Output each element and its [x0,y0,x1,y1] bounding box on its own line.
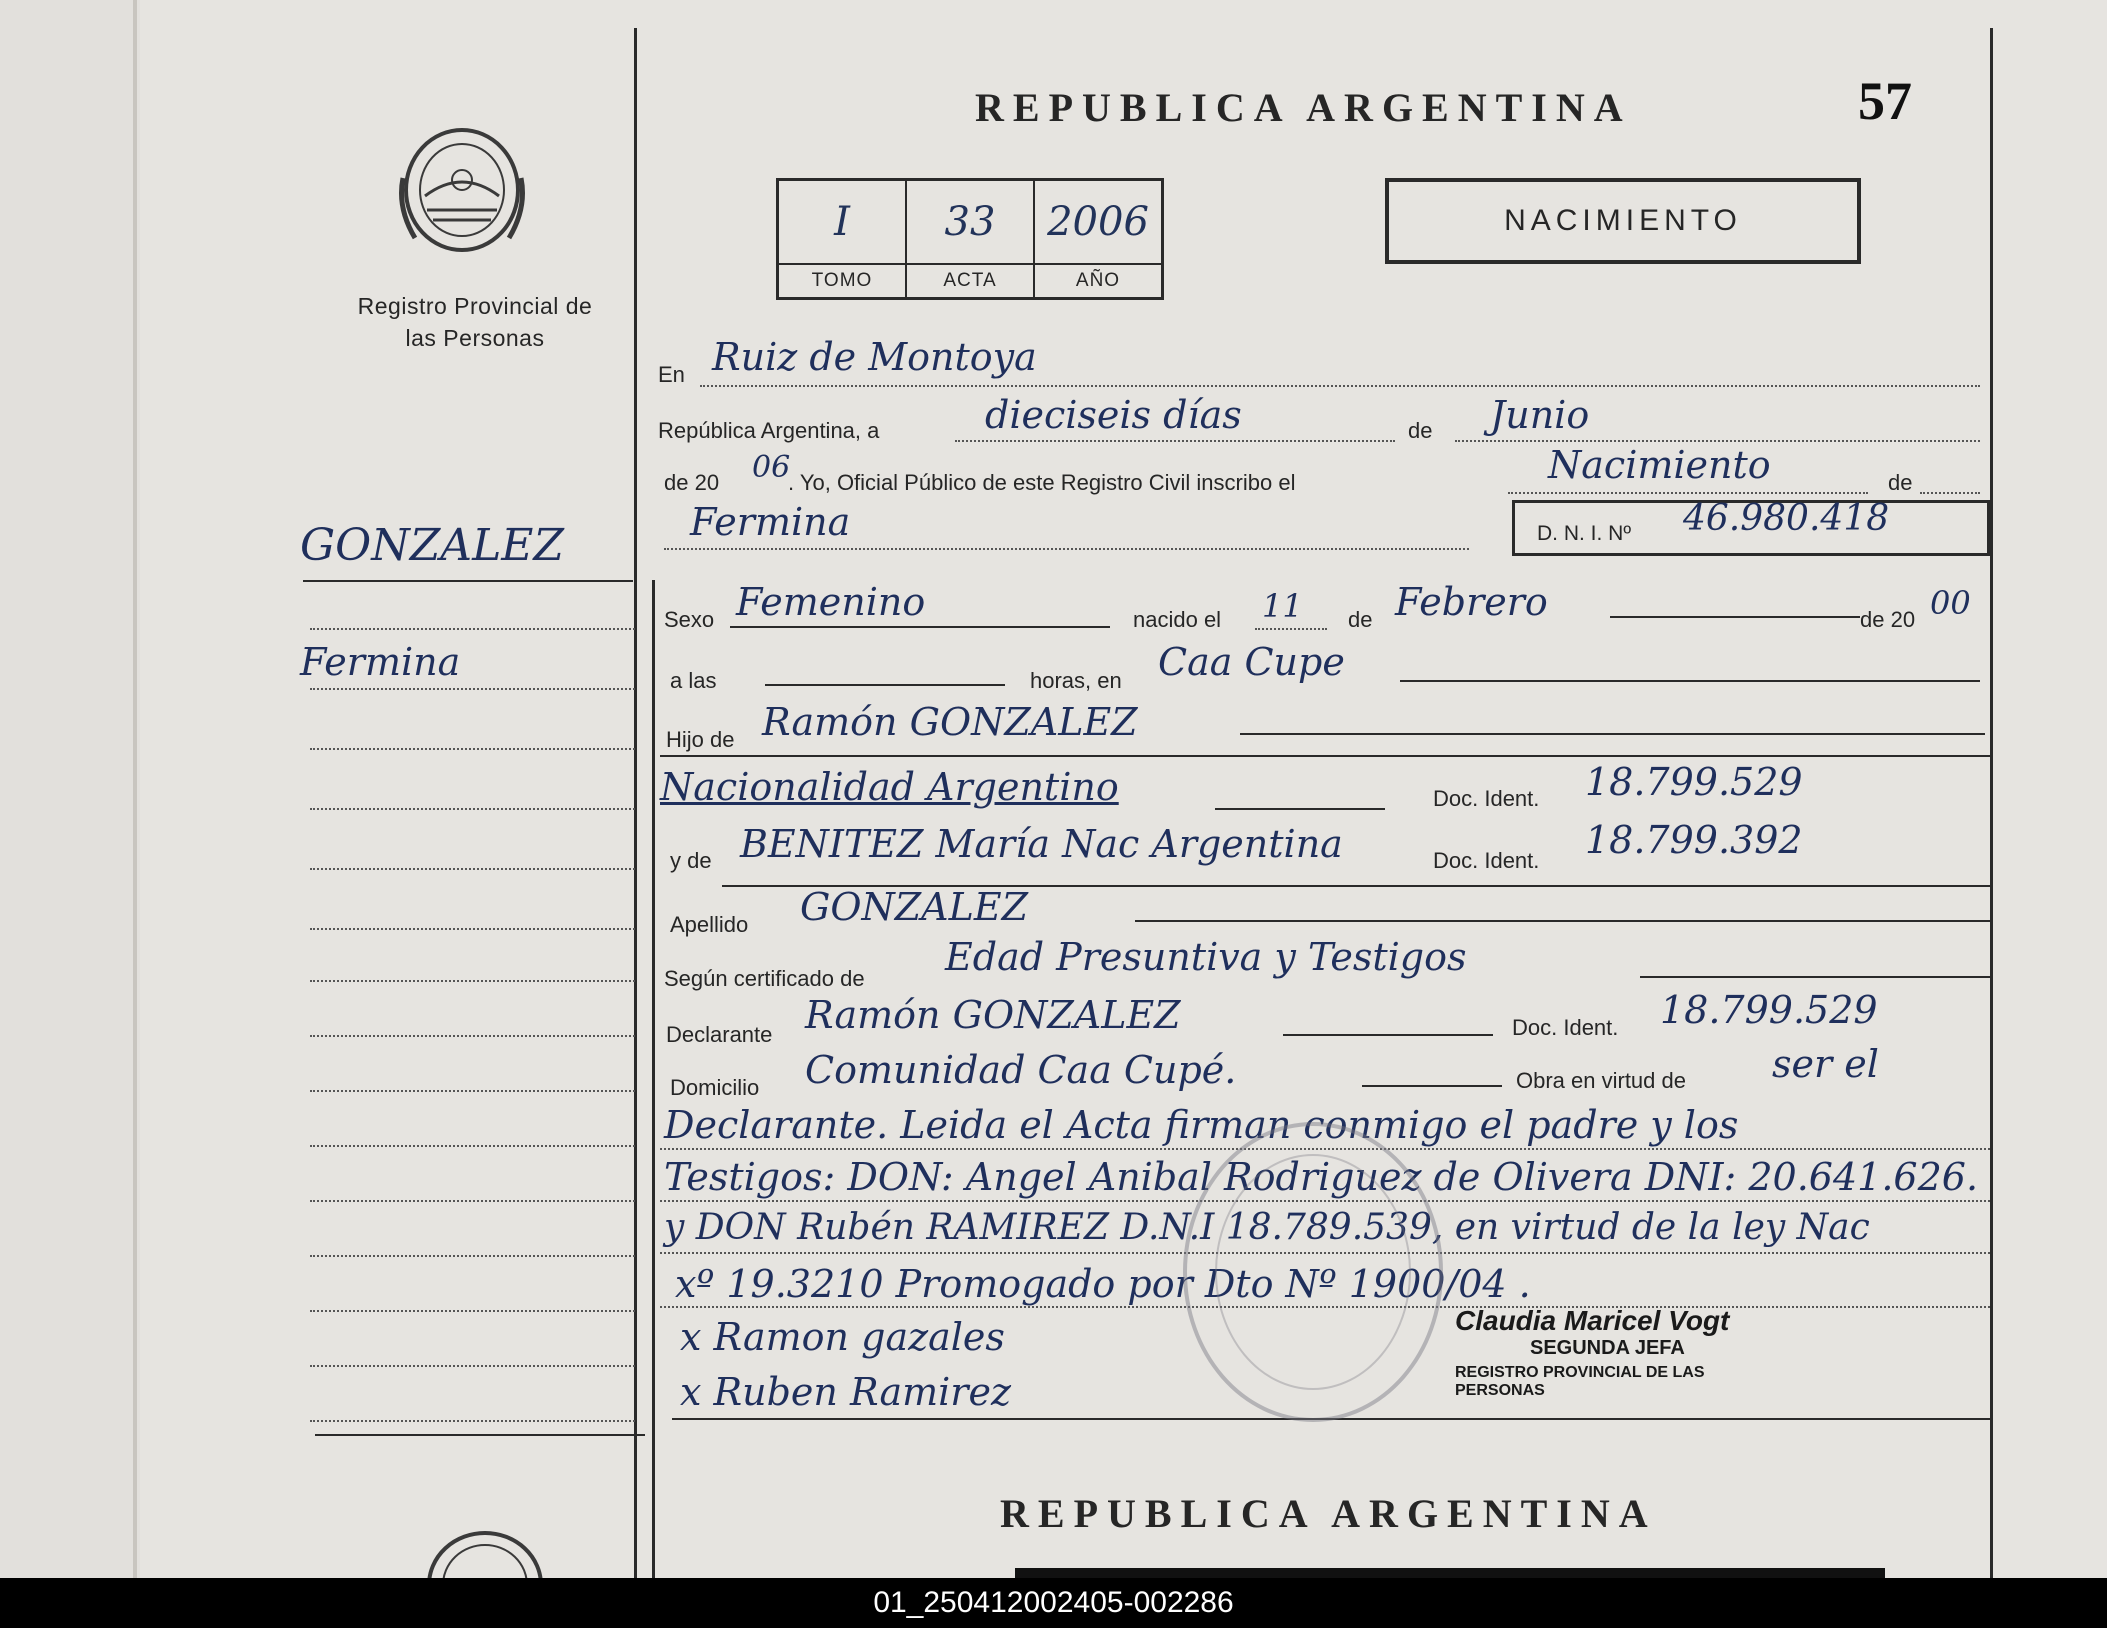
margin-line [310,628,635,630]
child-name-value: Fermina [690,500,851,544]
month-line [1455,440,1980,442]
margin-line [310,928,635,930]
tomo-label: TOMO [778,264,907,299]
horas-label: horas, en [1030,668,1122,693]
column-divider [634,28,637,1578]
child-name-line [664,548,1469,550]
country-title-bottom: REPUBLICA ARGENTINA [1000,1491,1657,1536]
day-line [955,440,1395,442]
misiones-seal-bottom-icon [418,1525,553,1580]
margin-line [310,1255,635,1257]
signature-witness: x Ruben Ramirez [680,1370,1011,1414]
margin-line [310,1090,635,1092]
dotted-line [1920,492,1980,494]
declarante-doc-label: Doc. Ident. [1512,1015,1619,1040]
certificate-value: Edad Presuntiva y Testigos [945,935,1467,979]
anio-label: AÑO [1034,264,1163,299]
margin-line [310,1145,635,1147]
margin-surname: GONZALEZ [300,520,564,571]
de-label: de [1408,418,1433,443]
bottom-rule [1015,1568,1885,1578]
en-label: En [658,362,685,387]
y-de-label: y de [670,848,712,873]
anio-value: 2006 [1034,180,1163,265]
father-line [1240,733,1985,735]
margin-line [310,1310,635,1312]
margin-given-name: Fermina [300,640,461,684]
apellido-line [1135,920,1990,922]
inscription-type-value: Nacimiento [1548,443,1771,487]
de-label-2: de [1888,470,1913,495]
declarante-label: Declarante [666,1022,773,1047]
acta-value: 33 [906,180,1034,265]
declarante-doc-value: 18.799.529 [1660,988,1878,1032]
birth-month-line [1610,616,1860,618]
de20-label-2: de 20 [1860,607,1916,632]
birth-year-suffix-value: 00 [1930,584,1971,622]
father-value: Ramón GONZALEZ [762,700,1138,744]
continuation-line-4: xº 19.3210 Promogado por Dto Nº 1900/04 . [675,1262,1531,1306]
margin-line [310,748,635,750]
day-words-value: dieciseis días [985,393,1242,437]
domicilio-label: Domicilio [670,1075,760,1100]
sexo-value: Femenino [736,580,926,624]
dotted-line [1255,628,1327,630]
birth-place-line [1400,680,1980,682]
a-las-label: a las [670,668,717,693]
domicilio-value: Comunidad Caa Cupé. [805,1048,1237,1092]
declarante-line [1283,1034,1493,1036]
dni-label: D. N. I. Nº [1537,522,1632,545]
margin-surname-underline [303,580,633,582]
adjacent-page-strip [0,0,140,1578]
sexo-line [730,626,1110,628]
sexo-label: Sexo [664,607,715,632]
signature-father: x Ramon gazales [680,1315,1005,1359]
father-doc-value: 18.799.529 [1585,760,1803,804]
margin-line [310,1365,635,1367]
page-fold [133,0,137,1578]
obra-value: ser el [1772,1042,1879,1086]
continuation-line-2: Testigos: DON: Angel Anibal Rodriguez de Olivera DNI: 20.641.626. [664,1155,1979,1199]
nacido-label: nacido el [1133,607,1222,632]
page-number: 57 [1858,71,1912,131]
declarante-value: Ramón GONZALEZ [805,993,1181,1037]
dni-value: 46.980.418 [1683,498,1890,539]
domicilio-line [1362,1085,1502,1087]
margin-line [310,688,635,690]
registry-name: Registro Provincial de las Personas [357,293,593,351]
margin-line [310,1200,635,1202]
month-value: Junio [1490,393,1590,437]
image-caption: 01_250412002405-002286 [0,1578,2107,1628]
republica-label: República Argentina, a [658,418,880,443]
official-signature-block [1455,1305,1795,1400]
continuation-line-1: Declarante. Leida el Acta firman conmigo el padre y los [664,1103,1739,1147]
de-label-3: de [1348,607,1373,632]
record-id-table [776,178,1164,300]
acta-label: ACTA [906,264,1034,299]
de20-label: de 20 [664,470,720,495]
continuation-line-3: y DON Rubén RAMIREZ D.N.I 18.789.539, en virtud de la ley Nac [664,1207,1870,1248]
segun-label: Según certificado de [664,966,865,991]
document-type-box: NACIMIENTO [1385,178,1861,264]
hijo-label: Hijo de [666,727,735,752]
nationality-line [1215,808,1385,810]
inscribo-label: . Yo, Oficial Público de este Registro Civil inscribo el [788,470,1296,495]
margin-line [310,868,635,870]
registry-stamp-icon [1183,1122,1443,1422]
mother-doc-label: Doc. Ident. [1433,848,1540,873]
birth-day-value: 11 [1262,587,1303,625]
margin-line [310,1035,635,1037]
official-role: SEGUNDA JEFA [1530,1337,1685,1359]
country-title: REPUBLICA ARGENTINA [975,85,1632,130]
column-divider-inner [652,580,655,1578]
birth-month-value: Febrero [1395,580,1548,624]
inscription-line [1508,492,1868,494]
birth-place-value: Caa Cupe [1158,640,1345,684]
obra-label: Obra en virtud de [1516,1068,1686,1093]
father-nationality-value: Nacionalidad Argentino [660,765,1119,809]
apellido-label: Apellido [670,912,749,937]
place-line [700,385,1980,387]
father-line-2 [660,755,1990,757]
margin-line [310,808,635,810]
mother-doc-value: 18.799.392 [1585,818,1803,862]
margin-end-line [315,1434,645,1436]
margin-line [310,1420,635,1422]
hour-line [765,684,1005,686]
right-border [1990,28,1993,1578]
certificate-line [1640,976,1990,978]
margin-line [310,980,635,982]
father-doc-label: Doc. Ident. [1433,786,1540,811]
official-organization: REGISTRO PROVINCIAL DE LAS PERSONAS [1455,1364,1705,1399]
mother-value: BENITEZ María Nac Argentina [740,822,1343,866]
place-value: Ruiz de Montoya [712,335,1037,379]
official-name: Claudia Maricel Vogt [1455,1305,1730,1336]
apellido-value: GONZALEZ [800,885,1028,929]
misiones-seal-icon [395,118,530,258]
year-suffix-value: 06 [752,450,791,485]
tomo-value: I [778,180,907,265]
